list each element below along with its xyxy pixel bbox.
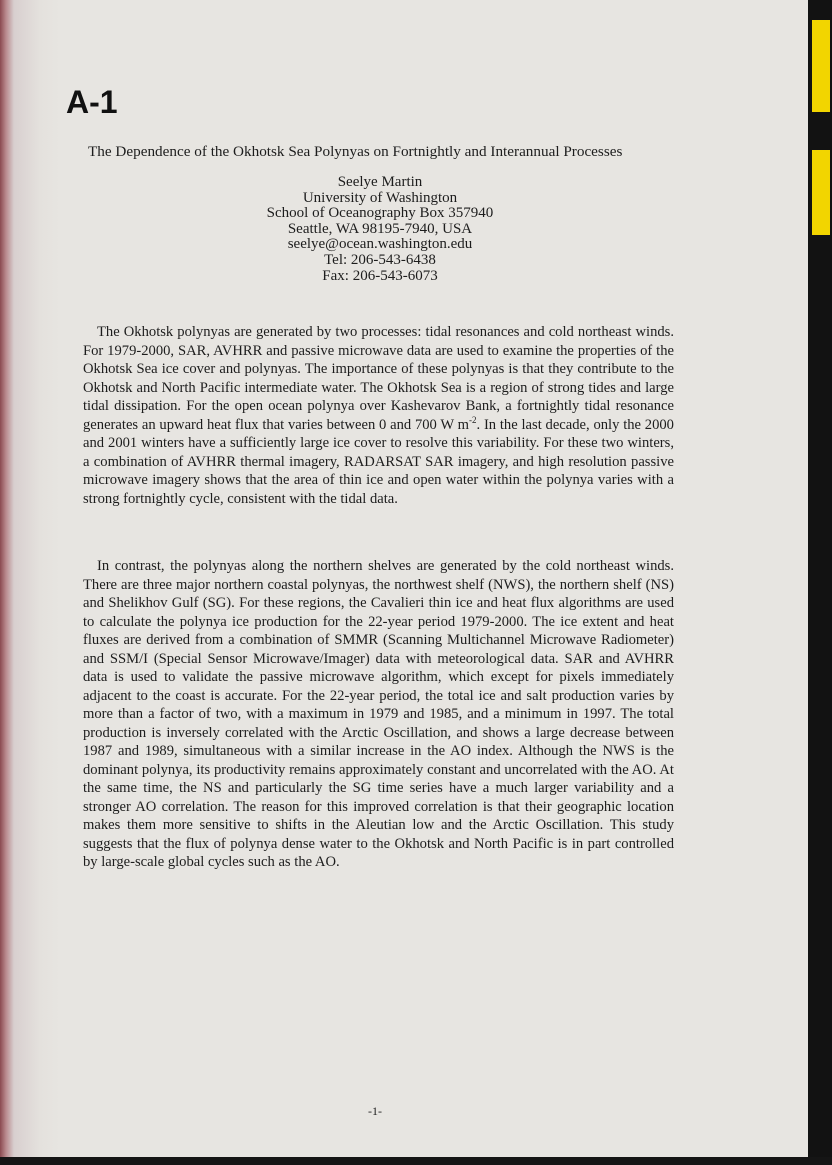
author-name: Seelye Martin bbox=[337, 174, 423, 190]
author-fax: Fax: 206-543-6073 bbox=[322, 267, 438, 284]
author-block bbox=[240, 175, 520, 284]
author-city: Seattle, WA 98195-7940, USA bbox=[287, 220, 473, 237]
author-email: seelye@ocean.washington.edu bbox=[287, 236, 473, 253]
index-tab-top bbox=[812, 20, 830, 112]
section-label: A-1 bbox=[66, 84, 118, 120]
abstract-p1-superscript: -2 bbox=[469, 414, 477, 425]
page-edge-bottom bbox=[0, 1157, 832, 1165]
paper-title: The Dependence of the Okhotsk Sea Polynyas on Fortnightly and Interannual Processes bbox=[88, 143, 623, 160]
binding-shadow bbox=[0, 0, 60, 1165]
abstract-p1-text-a: The Okhotsk polynyas are generated by two processes: tidal resonances and cold northeast winds. For 1979-2000, SAR, AVHRR and passive microwave data are used to examine the properties of the Okhotsk Sea ice cover and polynyas. The importance of these polynyas is that they contribute to the Okhotsk and North Pacific intermediate water. The Okhotsk Sea is a region of strong tides and large tidal dissipation. For the open ocean polynya over Kashevarov Bank, a fortnightly tidal resonance generates an upward heat flux that varies between 0 and 700 W m bbox=[83, 324, 674, 433]
abstract-paragraph-1 bbox=[83, 323, 674, 508]
page-number: -1- bbox=[368, 1104, 382, 1118]
abstract-p1-text-b: . In the last decade, only the 2000 and 2001 winters have a sufficiently large ice cover to resolve this variability. For these two winters, a combination of AVHRR thermal imagery, RADARSAT SAR imagery, and high resolution passive microwave imagery shows that the area of thin ice and open water within the polynya varies with a strong fortnightly cycle, consistent with the tidal data. bbox=[83, 416, 674, 507]
author-tel: Tel: 206-543-6438 bbox=[324, 251, 436, 268]
abstract-paragraph-2 bbox=[83, 557, 674, 872]
abstract-p2-text: In contrast, the polynyas along the northern shelves are generated by the cold northeast winds. There are three major northern coastal polynyas, the northwest shelf (NWS), the northern shelf (NS) and Shelikhov Gulf (SG). For these regions, the Cavalieri thin ice and heat flux algorithms are used to calculate the polynya ice production for the 22-year period 1979-2000. The ice extent and heat fluxes are derived from a combination of SMMR (Scanning Multichannel Microwave Radiometer) and SSM/I (Special Sensor Microwave/Imager) data with meteorological data. SAR and AVHRR data is used to validate the passive microwave algorithm, which except for pixels immediately adjacent to the coast is accurate. For the 22-year period, the total ice and salt production varies by more than a factor of two, with a maximum in 1979 and 1985, and a minimum in 1997. The total production is inversely correlated with the Arctic Oscillation, and shows a large decrease between 1987 and 1989, simultaneous with a similar increase in the AO index. Although the NWS is the dominant polynya, its productivity remains approximately constant and uncorrelated with the AO. At the same time, the NS and particularly the SG time series have a much larger variability and a stronger AO correlation. The reason for this improved correlation is that their geographic location makes them more sensitive to shifts in the Aleutian low and the Arctic Oscillation. This study suggests that the flux of polynya dense water to the Okhotsk and North Pacific is in part controlled by large-scale global cycles such as the AO. bbox=[83, 558, 674, 870]
author-affiliation: University of Washington bbox=[302, 189, 458, 206]
index-tab-middle bbox=[812, 150, 830, 235]
author-department: School of Oceanography Box 357940 bbox=[266, 205, 494, 222]
